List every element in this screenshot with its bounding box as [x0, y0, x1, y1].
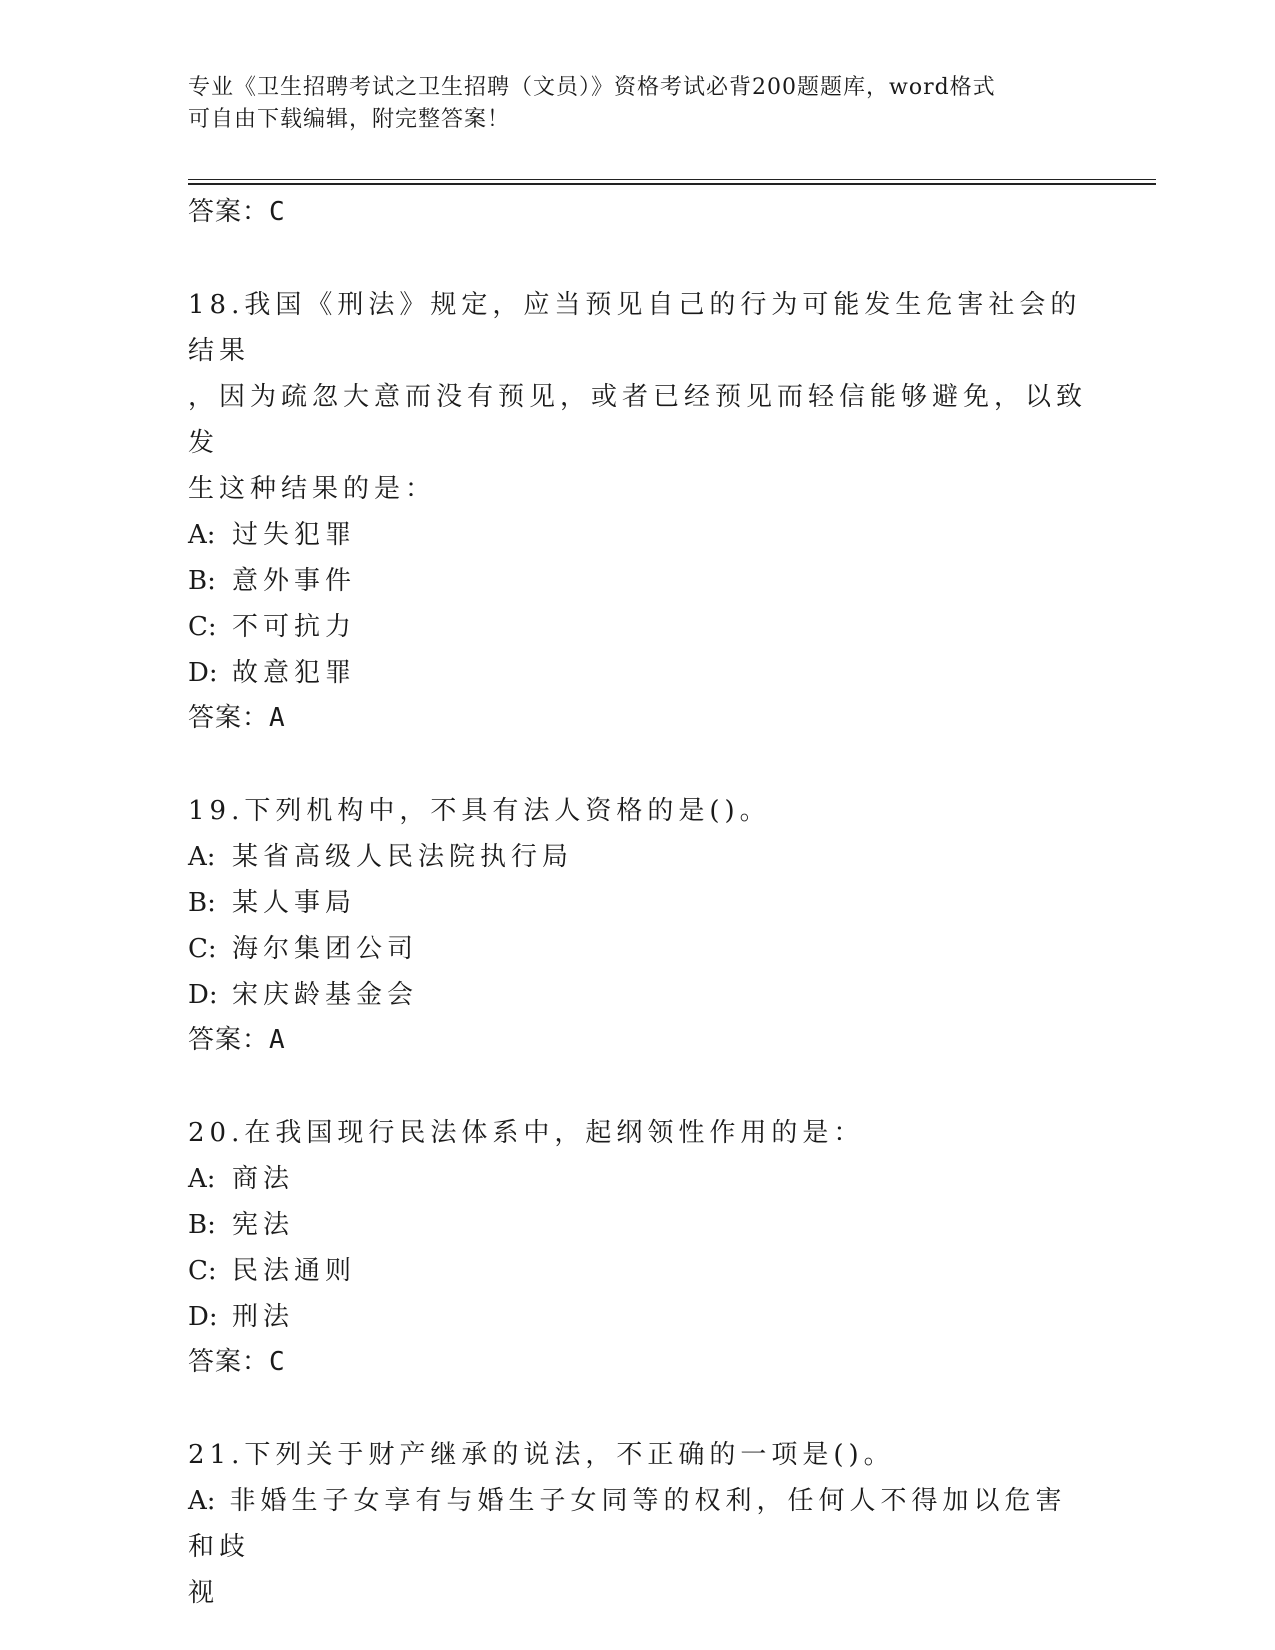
stem-line: 21.下列关于财产继承的说法，不正确的一项是()。: [188, 1440, 895, 1470]
stem-line: 19.下列机构中，不具有法人资格的是()。: [188, 796, 771, 826]
option-letter: A:: [188, 842, 216, 872]
spacer: [188, 234, 1088, 282]
option-letter: B:: [188, 888, 216, 918]
option-text: 宋庆龄基金会: [232, 980, 419, 1010]
option-text: 海尔集团公司: [232, 934, 419, 964]
option-c: [188, 1248, 1088, 1294]
document-header: [188, 72, 1068, 136]
option-letter: C:: [188, 612, 217, 642]
option-text: 故意犯罪: [232, 658, 357, 688]
option-c: [188, 926, 1088, 972]
option-line: 视: [188, 1578, 220, 1608]
option-letter: D:: [188, 658, 218, 688]
option-a: [188, 834, 1088, 880]
spacer: [188, 740, 1088, 788]
stem-line: 18.我国《刑法》规定，应当预见自己的行为可能发生危害社会的结果: [188, 290, 1082, 366]
option-c: [188, 604, 1088, 650]
option-text: 非婚生子女享有与婚生子女同等的权利，任何人不得加以危害和歧: [188, 1486, 1067, 1562]
header-line-2: 可自由下载编辑，附完整答案！: [188, 107, 511, 132]
stem-line: 生这种结果的是：: [188, 474, 437, 504]
option-b: [188, 880, 1088, 926]
option-letter: C:: [188, 934, 217, 964]
option-text: 某省高级人民法院执行局: [232, 842, 574, 872]
question-18: [188, 282, 1088, 740]
option-letter: D:: [188, 1302, 218, 1332]
header-line-1: 专业《卫生招聘考试之卫生招聘（文员）》资格考试必背200题题库，word格式: [188, 75, 996, 100]
question-19: [188, 788, 1088, 1062]
option-b: [188, 1202, 1088, 1248]
header-divider-thin: [188, 179, 1156, 180]
option-text: 不可抗力: [232, 612, 357, 642]
question-21: [188, 1432, 1088, 1616]
option-letter: A:: [188, 1486, 216, 1516]
spacer: [188, 1384, 1088, 1432]
option-d: [188, 972, 1088, 1018]
option-d: [188, 1294, 1088, 1340]
option-text: 过失犯罪: [232, 520, 357, 550]
option-text: 意外事件: [232, 566, 357, 596]
stem-line: ，因为疏忽大意而没有预见，或者已经预见而轻信能够避免，以致发: [188, 382, 1088, 458]
option-a: [188, 1156, 1088, 1202]
spacer: [188, 1062, 1088, 1110]
option-text: 民法通则: [232, 1256, 357, 1286]
question-stem: [188, 282, 1088, 512]
option-letter: D:: [188, 980, 218, 1010]
option-text: 某人事局: [232, 888, 357, 918]
question-answer: 答案：A: [188, 703, 286, 733]
option-letter: B:: [188, 1210, 216, 1240]
option-b: [188, 558, 1088, 604]
question-answer: 答案：C: [188, 1347, 286, 1377]
question-stem: [188, 1432, 1088, 1478]
previous-answer: 答案：C: [188, 197, 286, 227]
option-text: 商法: [232, 1164, 295, 1194]
question-stem: [188, 788, 1088, 834]
option-letter: C:: [188, 1256, 217, 1286]
option-letter: A:: [188, 520, 216, 550]
question-content: [188, 190, 1088, 1616]
option-text: 宪法: [232, 1210, 295, 1240]
header-divider-thick: [188, 183, 1156, 185]
option-letter: A:: [188, 1164, 216, 1194]
question-20: [188, 1110, 1088, 1384]
question-stem: [188, 1110, 1088, 1156]
option-text: 刑法: [232, 1302, 295, 1332]
option-letter: B:: [188, 566, 216, 596]
stem-line: 20.在我国现行民法体系中，起纲领性作用的是：: [188, 1118, 865, 1148]
question-answer: 答案：A: [188, 1025, 286, 1055]
option-a: [188, 512, 1088, 558]
option-line: [188, 1478, 1088, 1570]
option-a: [188, 1478, 1088, 1616]
option-d: [188, 650, 1088, 696]
